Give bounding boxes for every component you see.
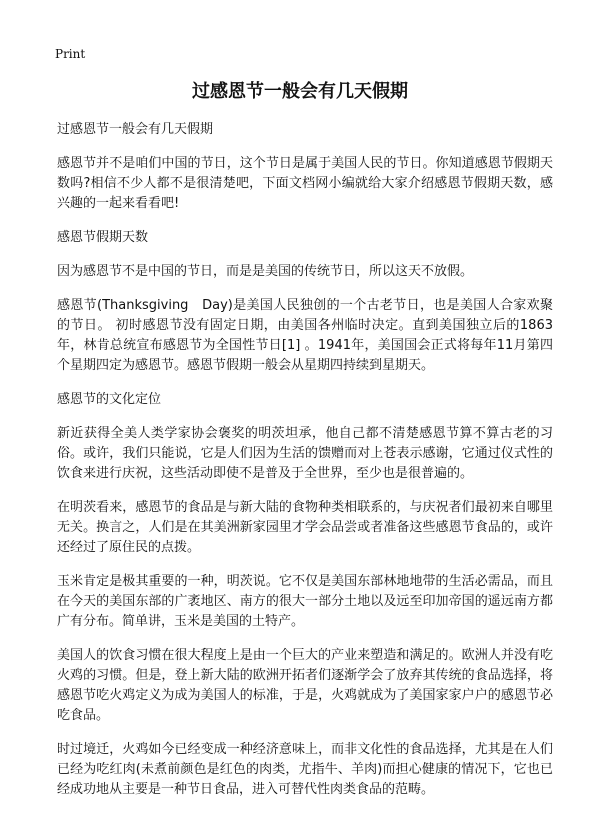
paragraph-mintz: 新近获得全美人类学家协会褒奖的明茨坦承，他自己都不清楚感恩节算不算古老的习俗。或许，我们只能说，它是人们因为生活的馈赠而对上苍表示感谢，它通过仪式性的饮食来进行庆祝，这些活动即使不是普及于全世界，至少也是很普遍的。 <box>57 426 553 481</box>
paragraph-history: 感恩节(Thanksgiving Day)是美国人民独创的一个古老节日，也是美国人合家欢聚的节日。 初时感恩节没有固定日期，由美国各州临时决定。直到美国独立后的1863年，林肯总统宣布感恩节为全国性节日[1] 。1941年，美国国会正式将每年11月第四个星期四定为感恩节。感恩节假期一般会从星期四持续到星期天。 <box>57 298 553 373</box>
paragraph-new-world-food: 在明茨看来，感恩节的食品是与新大陆的食物种类相联系的，与庆祝者们最初来自哪里无关。换言之，人们是在其美洲新家园里才学会品尝或者准备这些感恩节食品的，或许还经过了原住民的点拨。 <box>57 500 553 555</box>
document-body <box>57 120 553 814</box>
paragraph-no-holiday: 因为感恩节不是中国的节日，而是是美国的传统节日，所以这天不放假。 <box>57 264 474 279</box>
print-link[interactable]: Print <box>55 47 86 61</box>
intro-paragraph: 感恩节并不是咱们中国的节日，这个节日是属于美国人民的节日。你知道感恩节假期天数吗?相信不少人都不是很清楚吧，下面文档网小编就给大家介绍感恩节假期天数，感兴趣的一起来看看吧! <box>57 156 553 211</box>
article-heading: 过感恩节一般会有几天假期 <box>57 122 214 137</box>
paragraph-corn: 玉米肯定是极其重要的一种，明茨说。它不仅是美国东部林地地带的生活必需品，而且在今天的美国东部的广袤地区、南方的很大一部分土地以及远至印加帝国的遥远南方都广有分布。简单讲，玉米是美国的土特产。 <box>57 574 553 629</box>
section-heading-culture: 感恩节的文化定位 <box>57 392 162 407</box>
paragraph-economics: 时过境迁，火鸡如今已经变成一种经济意味上，而非文化性的食品选择，尤其是在人们已经为吃红肉(未煮前颜色是红色的肉类，尤指牛、羊肉)而担心健康的情况下，它也已经成功地从主要是一种节日食品，进入可替代性肉类食品的范畴。 <box>57 742 553 797</box>
document-title: 过感恩节一般会有几天假期 <box>192 81 408 102</box>
section-heading-holiday-days: 感恩节假期天数 <box>57 230 149 245</box>
paragraph-turkey: 美国人的饮食习惯在很大程度上是由一个巨大的产业来塑造和满足的。欧洲人并没有吃火鸡的习惯。但是，登上新大陆的欧洲开拓者们逐渐学会了放弃其传统的食品选择，将感恩节吃火鸡定义为成为美国人的标准，于是，火鸡就成为了美国家家户户的感恩节必吃食品。 <box>57 648 553 723</box>
